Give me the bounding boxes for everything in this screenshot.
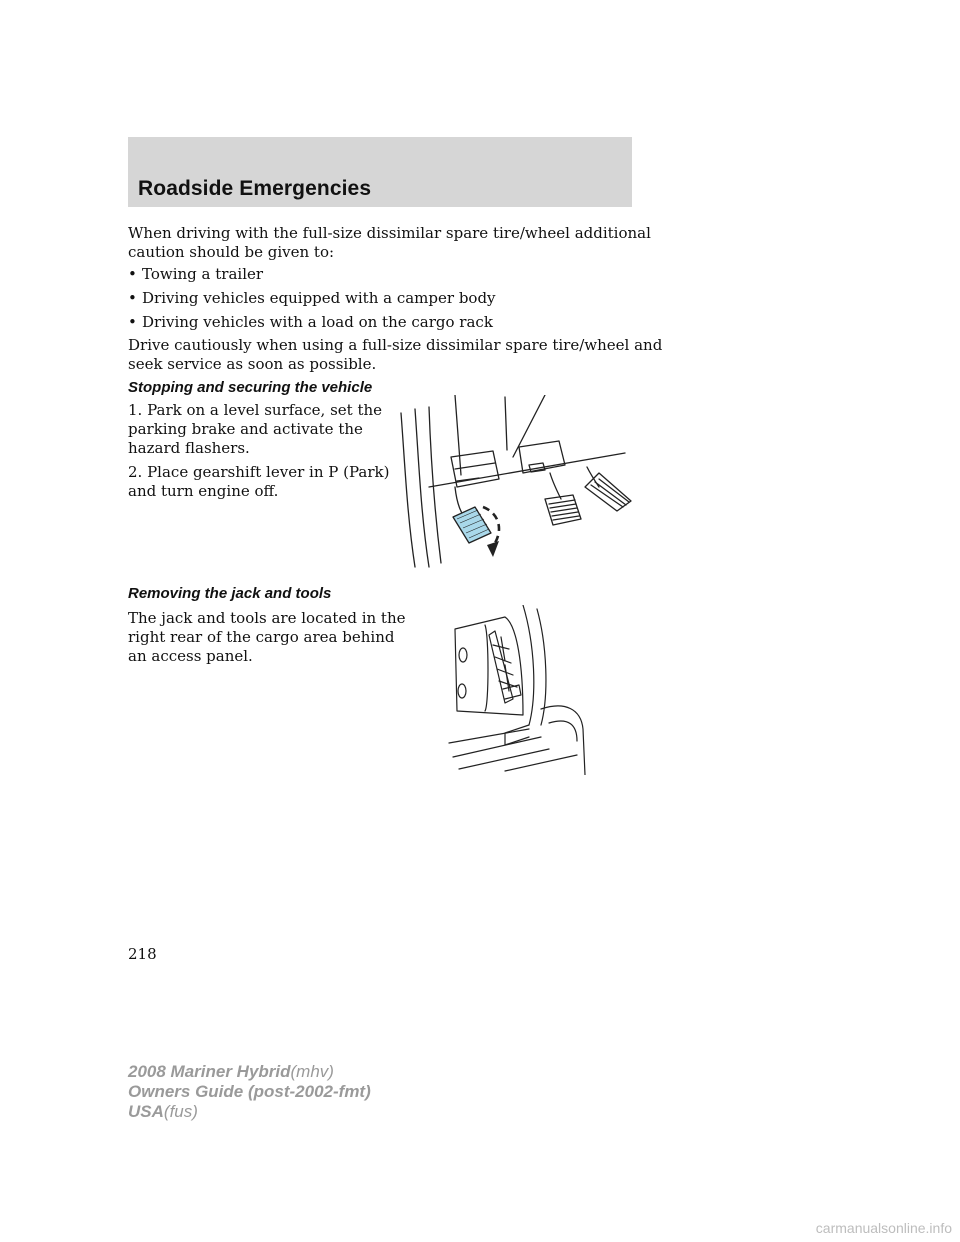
footer-market-code: (fus): [163, 1102, 198, 1121]
footer-market: USA: [128, 1102, 164, 1121]
section-heading-stopping: Stopping and securing the vehicle: [128, 379, 373, 396]
step2-line-2: and turn engine off.: [128, 482, 279, 500]
jack-line-2: right rear of the cargo area behind: [128, 628, 395, 646]
intro-line-1: When driving with the full-size dissimilar spare tire/wheel additional: [128, 224, 651, 242]
step2-line-1: 2. Place gearshift lever in P (Park): [128, 463, 390, 481]
footer-guide: Owners Guide (post-2002-fmt): [128, 1082, 371, 1101]
step1-line-2: parking brake and activate the: [128, 420, 363, 438]
parking-brake-pedal-illustration: [395, 395, 635, 570]
section-header-band: [128, 137, 632, 207]
caution-line-1: Drive cautiously when using a full-size dissimilar spare tire/wheel and: [128, 336, 663, 354]
intro-line-2: caution should be given to:: [128, 243, 335, 261]
step1-line-3: hazard flashers.: [128, 439, 250, 457]
footer-model-code: (mhv): [290, 1062, 334, 1081]
document-footer: [128, 1062, 371, 1122]
section-title: Roadside Emergencies: [138, 177, 372, 200]
jack-and-tools-illustration: [445, 605, 595, 775]
bullet-icon: •: [128, 289, 137, 307]
caution-line-2: seek service as soon as possible.: [128, 355, 377, 373]
watermark: carmanualsonline.info: [815, 1220, 952, 1236]
bullet-icon: •: [128, 313, 137, 331]
section-heading-jack: Removing the jack and tools: [128, 585, 332, 602]
step1-line-1: 1. Park on a level surface, set the: [128, 401, 383, 419]
jack-line-1: The jack and tools are located in the: [128, 609, 406, 627]
page-number: 218: [128, 945, 157, 963]
bullet-icon: •: [128, 265, 137, 283]
footer-model: 2008 Mariner Hybrid: [128, 1062, 291, 1081]
jack-line-3: an access panel.: [128, 647, 253, 665]
